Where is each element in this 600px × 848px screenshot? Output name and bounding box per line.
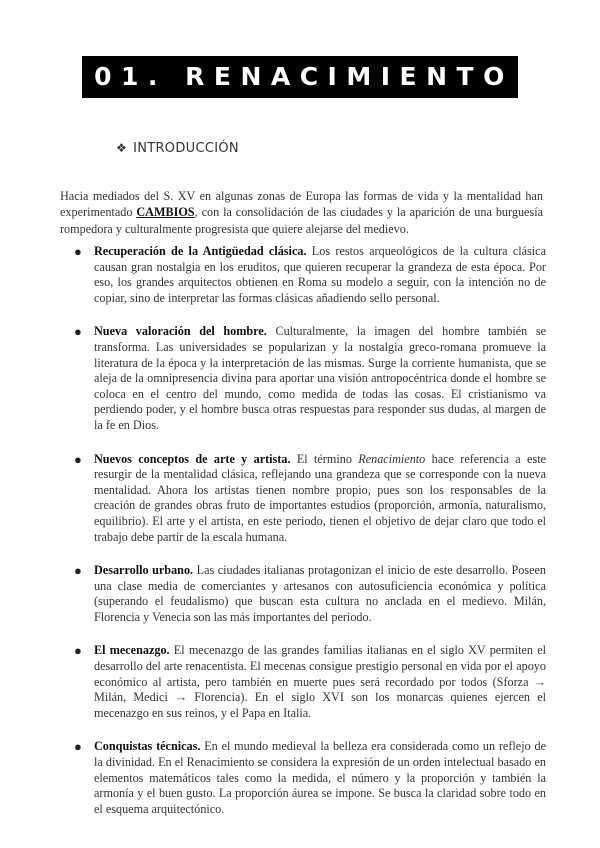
- item-body: En el mundo medieval la belleza era considerada como un reflejo de la divinidad. En el Renacimiento se considera la expresión de un orden intelectual basado en elementos matemáticos tales como la medida, el número y la proporción y también la armonía y el buen gusto. La proporción áurea se impone. Se busca la claridad sobre todo en el esquema arquitectónico.: [94, 739, 546, 816]
- item-heading: El mecenazgo.: [94, 643, 170, 658]
- bullet-icon: ●: [74, 739, 82, 755]
- section-heading: [116, 141, 239, 156]
- list-item: [60, 324, 546, 433]
- bullet-icon: ●: [74, 324, 82, 340]
- list-item: [60, 452, 546, 546]
- item-body: El mecenazgo de las grandes familias italianas en el siglo XV permiten el desarrollo del arte renacentista. El mecenas consigue prestigio personal en vida por el apoyo económico al artista, pero también en muerte pues será recordado por todos (Sforza → Milán, Medici → Florencia). En el siglo XVI son los monarcas quienes ejercen el mecenazgo en sus reinos, y el Papa en Italia.: [94, 643, 546, 720]
- item-heading: Recuperación de la Antigüedad clásica.: [94, 244, 307, 258]
- item-body: Culturalmente, la imagen del hombre también se transforma. Las universidades se popularizan y la nostalgia greco-romana promueve la literatura de la época y la interpretación de las mismas. Surge la corriente humanista, que se aleja de la omnipresencia divina para aportar una visión antropocéntrica donde el hombre se coloca en el centro del mundo, como medida de todas las cosas. El cristianismo va perdiendo poder, y el hombre busca otras respuestas para responder sus dudas, al margen de la fe en Dios.: [94, 324, 546, 432]
- list-item: [60, 739, 546, 817]
- item-heading: Desarrollo urbano.: [94, 563, 194, 578]
- title-block: [0, 56, 600, 98]
- page-title: 01. RENACIMIENTO: [82, 56, 518, 98]
- intro-text-before: Hacia mediados del S. XV en algunas zonas de Europa las formas de vida y la mentalidad han experimentado: [60, 189, 543, 220]
- topic-list: [60, 244, 546, 835]
- diamond-bullet-icon: ❖: [116, 141, 128, 155]
- item-heading: Nuevos conceptos de arte y artista.: [94, 451, 291, 466]
- section-label: INTRODUCCIÓN: [133, 141, 239, 156]
- bullet-icon: ●: [74, 244, 82, 259]
- intro-text-after: , con la consolidación de las ciudades y la aparición de una burguesía rompedora y culturalmente progresista que quiere alejarse del medievo.: [60, 205, 543, 236]
- bullet-icon: ●: [74, 643, 82, 659]
- item-body-italic: Renacimiento: [358, 451, 426, 466]
- list-item: [60, 563, 546, 625]
- intro-paragraph: [60, 188, 543, 237]
- list-item: [60, 643, 546, 721]
- item-heading: Nueva valoración del hombre.: [94, 324, 267, 339]
- item-body: Los restos arqueológicos de la cultura clásica causan gran nostalgia en los eruditos, que quieren recuperar la grandeza de esta época. Por eso, los grandes arquitectos obtienen en Roma su modelo a seguir, con la intención no de copiar, sino de interpretar las formas clásicas añadiendo sello personal.: [94, 244, 546, 305]
- item-body: hace referencia a este resurgir de la mentalidad clásica, reflejando una grandeza que se corresponde con la nueva mentalidad. Ahora los artistas tienen nombre propio, pues son los responsables de la creación de grandes obras fruto de importantes estudios (proporción, armonía, naturalismo, equilibrio). El arte y el artista, en este periodo, tienen el objetivo de dejar claro que todo el trabajo debe partir de la escala humana.: [94, 451, 546, 544]
- item-body: Las ciudades italianas protagonizan el inicio de este desarrollo. Poseen una clase media de comerciantes y artesanos con autosuficiencia económica y política (superando el feudalismo) que buscan esta cultura no anclada en el medievo. Milán, Florencia y Venecia son las más importantes del periodo.: [94, 563, 546, 624]
- list-item: [60, 244, 546, 306]
- item-heading: Conquistas técnicas.: [94, 739, 201, 754]
- bullet-icon: ●: [74, 563, 82, 579]
- item-body-before: El término: [290, 451, 359, 466]
- intro-emphasis: CAMBIOS: [136, 205, 195, 220]
- bullet-icon: ●: [74, 451, 82, 467]
